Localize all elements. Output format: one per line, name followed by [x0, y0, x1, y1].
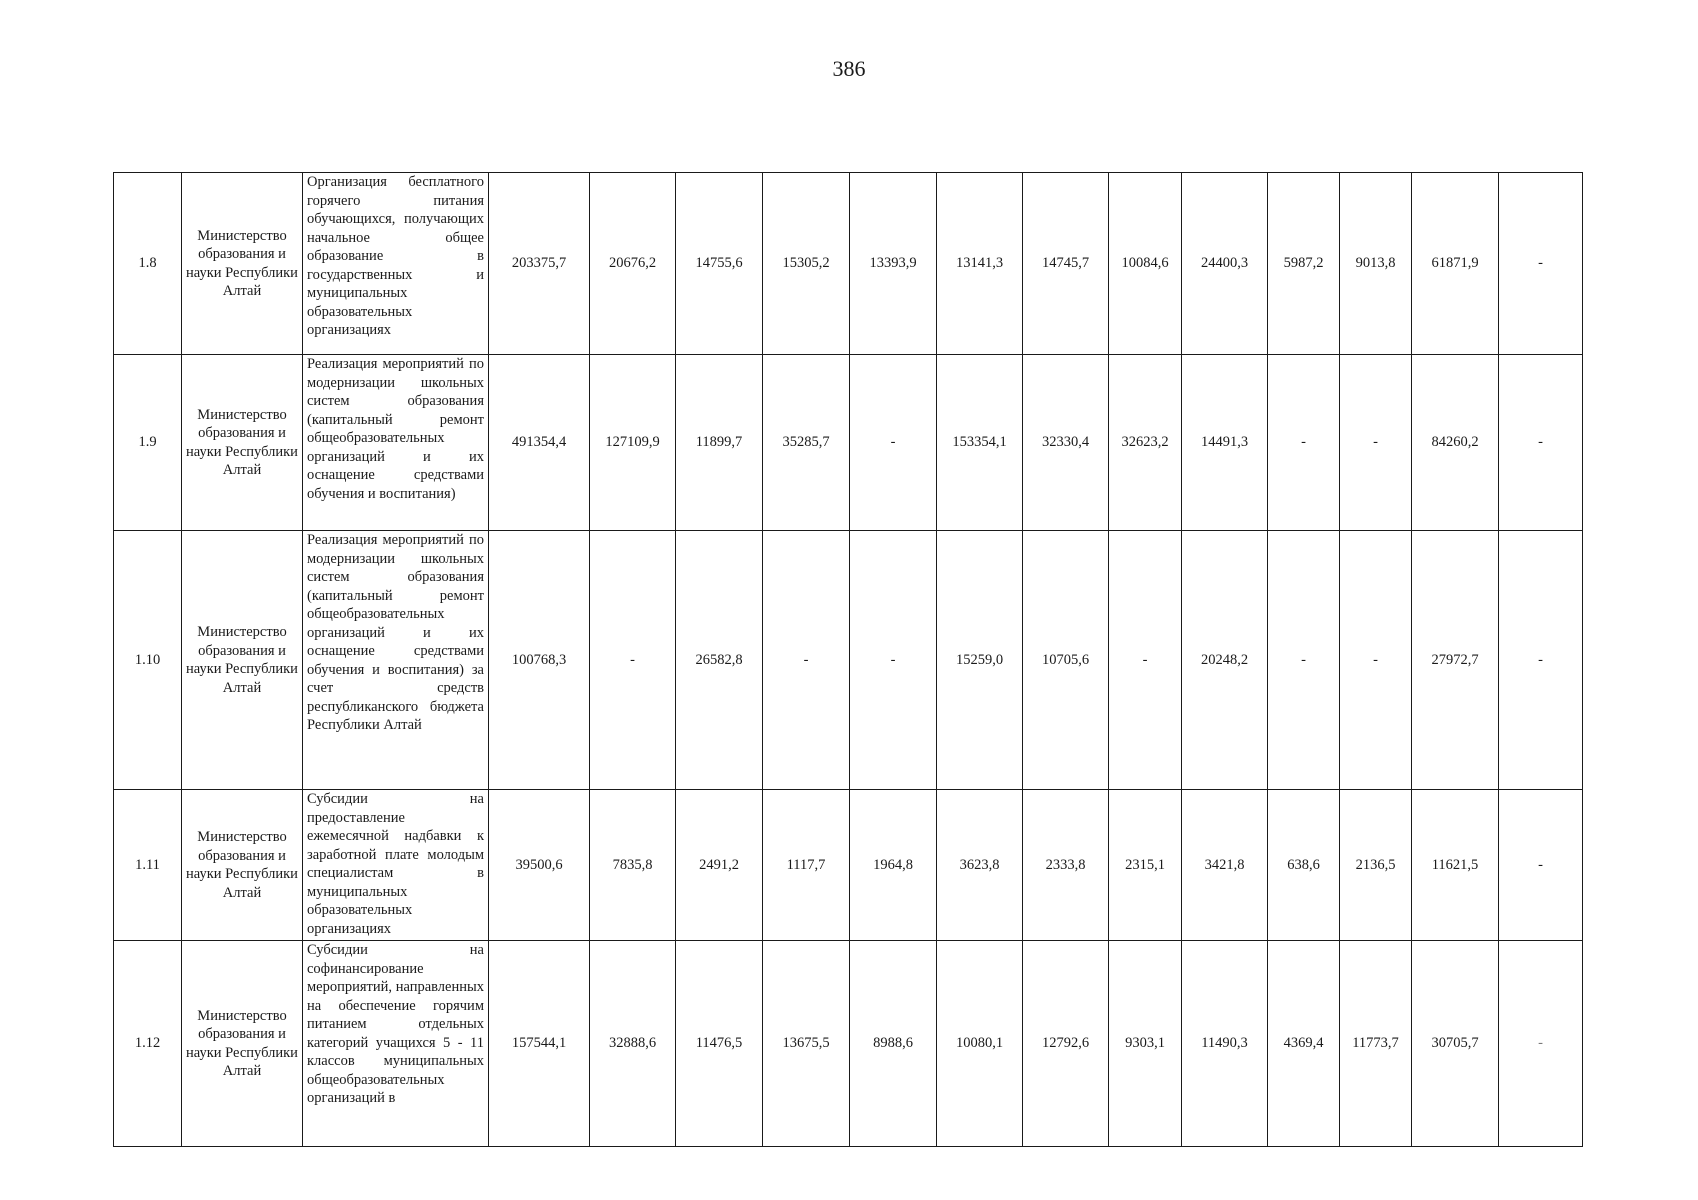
- amount-cell: -: [1499, 173, 1583, 355]
- amount-cell: 11490,3: [1182, 941, 1268, 1147]
- amount-cell: 24400,3: [1182, 173, 1268, 355]
- amount-cell: 157544,1: [489, 941, 590, 1147]
- amount-cell: 11476,5: [676, 941, 763, 1147]
- amount-cell: 9013,8: [1340, 173, 1412, 355]
- amount-cell: 3421,8: [1182, 790, 1268, 941]
- amount-cell: 32888,6: [590, 941, 676, 1147]
- amount-cell: 61871,9: [1412, 173, 1499, 355]
- amount-cell: 15259,0: [937, 531, 1023, 790]
- row-number: 1.9: [114, 355, 182, 531]
- amount-cell: 13141,3: [937, 173, 1023, 355]
- amount-cell: 1964,8: [850, 790, 937, 941]
- amount-cell: 11773,7: [1340, 941, 1412, 1147]
- budget-table: [113, 172, 1583, 1147]
- amount-cell: 9303,1: [1109, 941, 1182, 1147]
- amount-cell: 7835,8: [590, 790, 676, 941]
- amount-cell: 12792,6: [1023, 941, 1109, 1147]
- amount-cell: 100768,3: [489, 531, 590, 790]
- amount-cell: 491354,4: [489, 355, 590, 531]
- amount-cell: 10080,1: [937, 941, 1023, 1147]
- amount-cell: 30705,7: [1412, 941, 1499, 1147]
- amount-cell: -: [1109, 531, 1182, 790]
- description-cell: Субсидии на софинансирование мероприятий, направленных на обеспечение горячим питанием отдельных категорий учащихся 5 - 11 классов муниципальных общеобразовательных организаций в: [303, 941, 489, 1147]
- amount-cell: 1117,7: [763, 790, 850, 941]
- amount-cell: -: [1268, 355, 1340, 531]
- amount-cell: 39500,6: [489, 790, 590, 941]
- amount-cell: 10705,6: [1023, 531, 1109, 790]
- amount-cell: 127109,9: [590, 355, 676, 531]
- amount-cell: -: [1499, 790, 1583, 941]
- row-number: 1.8: [114, 173, 182, 355]
- row-number: 1.10: [114, 531, 182, 790]
- amount-cell: 14755,6: [676, 173, 763, 355]
- amount-cell: 27972,7: [1412, 531, 1499, 790]
- amount-cell: 20248,2: [1182, 531, 1268, 790]
- amount-cell: 5987,2: [1268, 173, 1340, 355]
- amount-cell: -: [1499, 531, 1583, 790]
- amount-cell: 20676,2: [590, 173, 676, 355]
- amount-cell: -: [850, 531, 937, 790]
- amount-cell: 203375,7: [489, 173, 590, 355]
- table-body: [114, 173, 1583, 1147]
- executor-cell: Министерство образования и науки Республики Алтай: [182, 355, 303, 531]
- amount-cell: 2136,5: [1340, 790, 1412, 941]
- description-cell: Субсидии на предоставление ежемесячной надбавки к заработной плате молодым специалистам в муниципальных образовательных организациях: [303, 790, 489, 941]
- amount-cell: 32330,4: [1023, 355, 1109, 531]
- amount-cell: 2315,1: [1109, 790, 1182, 941]
- amount-cell: -: [1499, 355, 1583, 531]
- amount-cell: 10084,6: [1109, 173, 1182, 355]
- amount-cell: -: [763, 531, 850, 790]
- amount-cell: 13393,9: [850, 173, 937, 355]
- description-cell: Реализация мероприятий по модернизации школьных систем образования (капитальный ремонт общеобразовательных организаций и их оснащение средствами обучения и воспитания) за счет средств республиканского бюджета Республики Алтай: [303, 531, 489, 790]
- amount-cell: 13675,5: [763, 941, 850, 1147]
- amount-cell: 3623,8: [937, 790, 1023, 941]
- table-row: [114, 531, 1583, 790]
- executor-cell: Министерство образования и науки Республики Алтай: [182, 173, 303, 355]
- executor-cell: Министерство образования и науки Республики Алтай: [182, 531, 303, 790]
- executor-cell: Министерство образования и науки Республики Алтай: [182, 790, 303, 941]
- table-row: [114, 355, 1583, 531]
- table-row: [114, 790, 1583, 941]
- executor-cell: Министерство образования и науки Республики Алтай: [182, 941, 303, 1147]
- amount-cell: -: [590, 531, 676, 790]
- amount-cell: 8988,6: [850, 941, 937, 1147]
- amount-cell: 32623,2: [1109, 355, 1182, 531]
- amount-cell: 84260,2: [1412, 355, 1499, 531]
- amount-cell: 11621,5: [1412, 790, 1499, 941]
- amount-cell: -: [1268, 531, 1340, 790]
- row-number: 1.12: [114, 941, 182, 1147]
- row-number: 1.11: [114, 790, 182, 941]
- amount-cell: -: [1499, 941, 1583, 1147]
- amount-cell: 2491,2: [676, 790, 763, 941]
- amount-cell: 11899,7: [676, 355, 763, 531]
- amount-cell: 153354,1: [937, 355, 1023, 531]
- table-row: [114, 173, 1583, 355]
- amount-cell: 2333,8: [1023, 790, 1109, 941]
- page-number: 386: [832, 56, 866, 81]
- amount-cell: -: [1340, 355, 1412, 531]
- amount-cell: 638,6: [1268, 790, 1340, 941]
- amount-cell: 14745,7: [1023, 173, 1109, 355]
- amount-cell: 15305,2: [763, 173, 850, 355]
- amount-cell: 35285,7: [763, 355, 850, 531]
- amount-cell: -: [850, 355, 937, 531]
- amount-cell: 26582,8: [676, 531, 763, 790]
- amount-cell: -: [1340, 531, 1412, 790]
- description-cell: Реализация мероприятий по модернизации школьных систем образования (капитальный ремонт общеобразовательных организаций и их оснащение средствами обучения и воспитания): [303, 355, 489, 531]
- amount-cell: 14491,3: [1182, 355, 1268, 531]
- table-row: [114, 941, 1583, 1147]
- amount-cell: 4369,4: [1268, 941, 1340, 1147]
- description-cell: Организация бесплатного горячего питания обучающихся, получающих начальное общее образование в государственных и муниципальных образовательных организациях: [303, 173, 489, 355]
